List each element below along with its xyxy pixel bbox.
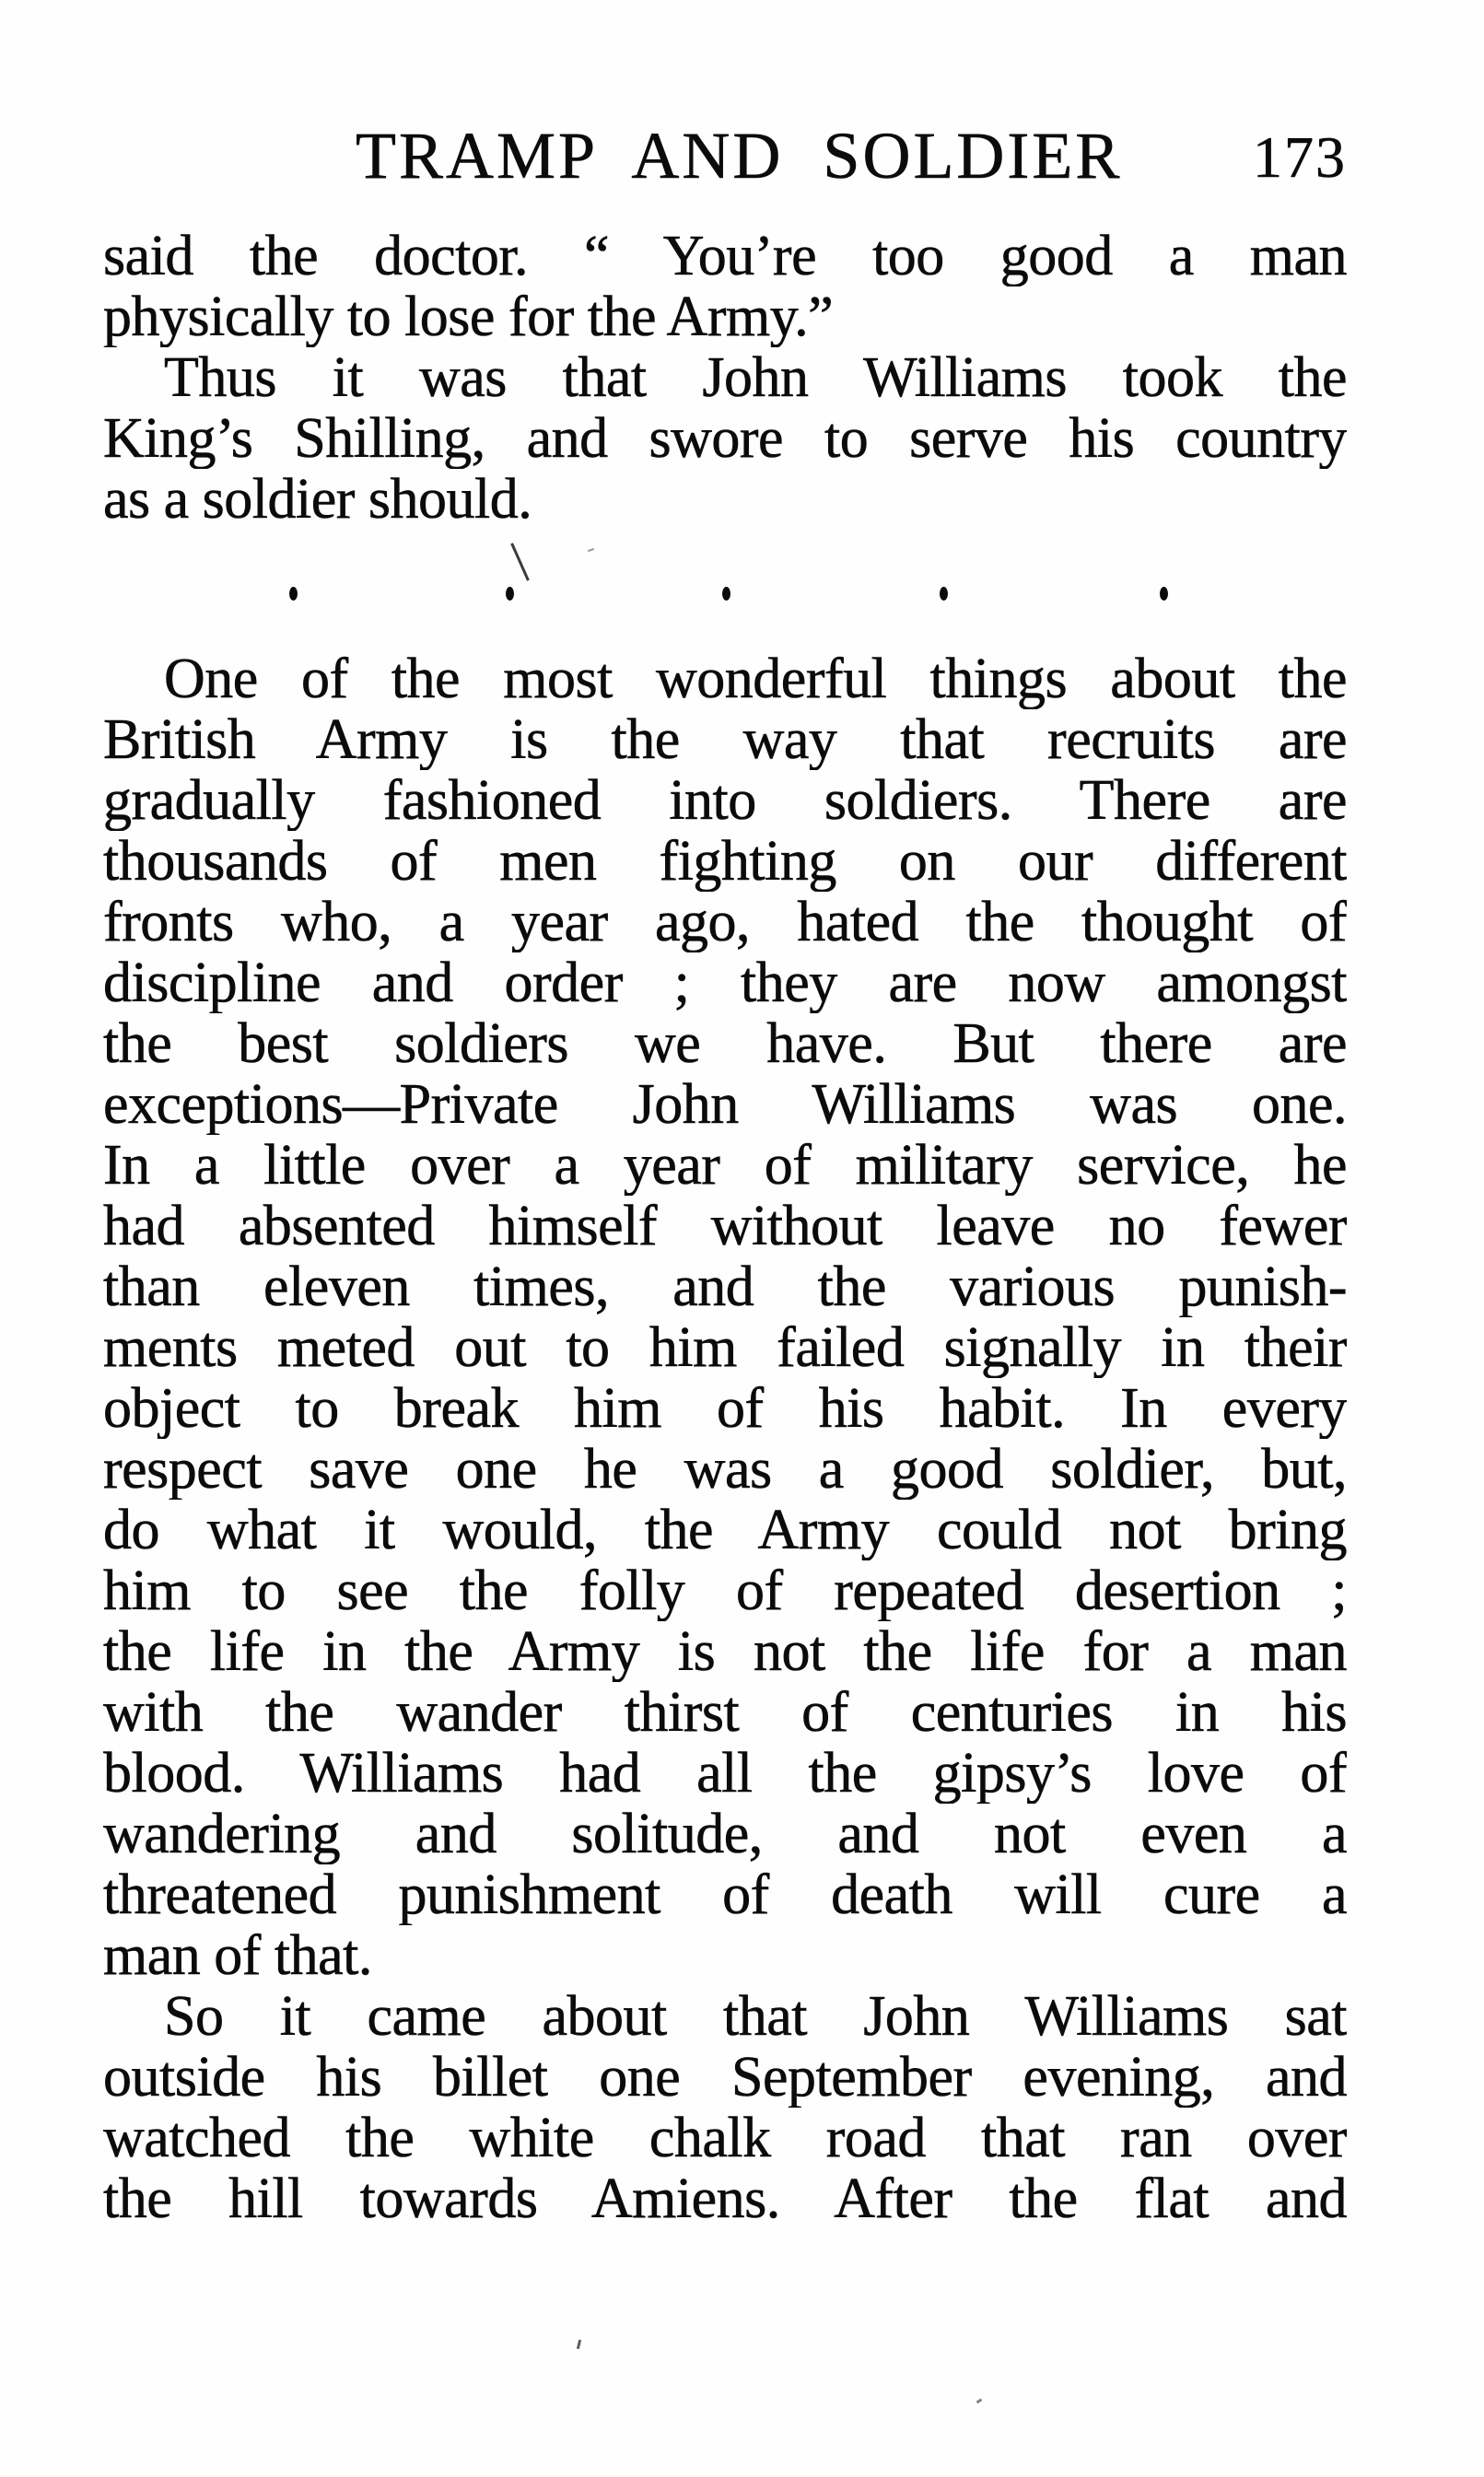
paragraph (103, 648, 1347, 1986)
text-line: said the doctor. “ You’re too good a man (103, 226, 1347, 286)
text-line: wandering and solitude, and not even a (103, 1804, 1347, 1864)
text-line: One of the most wonderful things about the (164, 648, 1347, 709)
text-line: ments meted out to him failed signally in their (103, 1317, 1347, 1378)
text-line: had absented himself without leave no fewer (103, 1196, 1347, 1256)
text-line: thousands of men fighting on our different (103, 831, 1347, 892)
text-line: watched the white chalk road that ran over (103, 2108, 1347, 2168)
scan-artifact-speck (577, 2340, 581, 2349)
text-line: as a soldier should. (103, 469, 532, 530)
text-line: the best soldiers we have. But there are (103, 1013, 1347, 1074)
text-line: In a little over a year of military service, he (103, 1135, 1347, 1196)
text-line: do what it would, the Army could not bring (103, 1500, 1347, 1560)
page-number: 173 (1253, 124, 1347, 190)
text-line: than eleven times, and the various punish- (103, 1256, 1347, 1317)
paragraph (103, 1986, 1347, 2229)
text-line: British Army is the way that recruits are (103, 709, 1347, 770)
paragraph (103, 226, 1347, 347)
text-line: physically to lose for the Army.” (103, 286, 834, 347)
text-line: fronts who, a year ago, hated the thought of (103, 892, 1347, 952)
text-line: the life in the Army is not the life for a man (103, 1621, 1347, 1682)
text-line: threatened punishment of death will cure a (103, 1864, 1347, 1925)
text-line: blood. Williams had all the gipsy’s love of (103, 1743, 1347, 1804)
text-line: discipline and order ; they are now amongst (103, 952, 1347, 1013)
separator-dot (506, 587, 514, 601)
text-line: him to see the folly of repeated desertion ; (103, 1560, 1347, 1621)
text-line: respect save one he was a good soldier, but, (103, 1439, 1347, 1500)
text-line: gradually fashioned into soldiers. There are (103, 770, 1347, 831)
text-line: King’s Shilling, and swore to serve his country (103, 408, 1347, 469)
text-line: with the wander thirst of centuries in his (103, 1682, 1347, 1743)
separator-dot (722, 587, 730, 601)
text-line: man of that. (103, 1925, 372, 1986)
paragraph (103, 347, 1347, 530)
text-block (103, 226, 1347, 2229)
text-line: exceptions—Private John Williams was one. (103, 1074, 1347, 1135)
section-separator (103, 530, 1347, 648)
scan-artifact-speck (976, 2399, 983, 2404)
running-title: TRAMP AND SOLDIER (356, 119, 1123, 193)
text-line: So it came about that John Williams sat (164, 1986, 1347, 2047)
separator-dot (1160, 587, 1168, 601)
separator-dot (289, 587, 298, 601)
text-line: Thus it was that John Williams took the (164, 347, 1347, 408)
text-line: object to break him of his habit. In every (103, 1378, 1347, 1439)
text-line: the hill towards Amiens. After the flat and (103, 2168, 1347, 2229)
text-line: outside his billet one September evening, and (103, 2047, 1347, 2108)
separator-dot (940, 587, 948, 601)
